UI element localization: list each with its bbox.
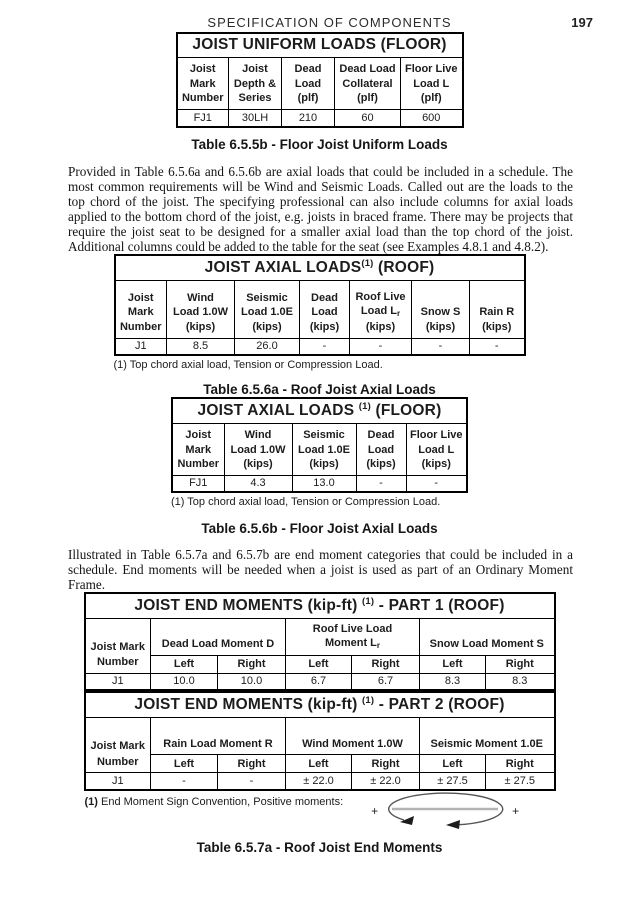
table-caption: Table 6.5.6a - Roof Joist Axial Loads	[203, 382, 436, 397]
table-title-row	[177, 33, 463, 58]
header-text: Load L	[360, 305, 397, 318]
data-cell: 60	[335, 110, 401, 127]
title-superscript: (1)	[361, 596, 375, 608]
data-cell: FJ1	[172, 475, 224, 492]
data-cell: 10.0	[151, 673, 218, 690]
table-row	[172, 475, 467, 492]
column-header: Right	[486, 755, 555, 773]
header-line: Snow S	[420, 306, 461, 319]
data-cell: J1	[115, 338, 167, 355]
table-title: JOIST UNIFORM LOADS (FLOOR)	[177, 33, 463, 58]
data-cell: 210	[282, 110, 335, 127]
footnote-number: (1)	[84, 795, 98, 808]
table-caption: Table 6.5.6b - Floor Joist Axial Loads	[201, 521, 438, 537]
column-header: Right	[352, 655, 420, 673]
header-line	[351, 304, 410, 320]
column-header: Right	[218, 755, 286, 773]
header-line: Depth &	[233, 77, 277, 90]
header-line: Dead	[367, 429, 395, 441]
header-line	[287, 636, 418, 651]
header-line: Dead	[294, 63, 322, 76]
table-row	[85, 773, 555, 790]
data-cell: 10.0	[218, 673, 286, 690]
column-header: Left	[420, 755, 486, 773]
column-header: Left	[151, 755, 218, 773]
group-header: Dead Load Moment D	[151, 619, 286, 656]
header-line: (kips)	[309, 458, 339, 471]
column-header	[235, 280, 300, 338]
header-line: (kips)	[421, 458, 451, 471]
header-line: Number	[96, 656, 139, 669]
axial-loads-floor-table	[171, 397, 468, 493]
header-line: Roof Live Load	[312, 623, 393, 636]
header-line: (plf)	[357, 92, 378, 105]
table-row	[177, 110, 463, 127]
table-title	[85, 593, 555, 619]
header-line: Load 1.0E	[298, 443, 350, 456]
header-line: Joist	[189, 63, 216, 76]
data-cell: -	[300, 338, 350, 355]
header-line: Seismic	[303, 429, 345, 441]
header-line: Number	[177, 458, 220, 471]
running-header	[0, 0, 639, 32]
data-cell: ± 22.0	[286, 773, 352, 790]
data-cell: 8.3	[486, 673, 555, 690]
table-row	[115, 338, 525, 355]
data-cell: J1	[85, 673, 151, 690]
title-superscript: (1)	[361, 257, 374, 269]
data-cell: 600	[401, 110, 463, 127]
header-line: Number	[119, 320, 162, 333]
data-cell: 30LH	[229, 110, 282, 127]
data-cell: ± 22.0	[352, 773, 420, 790]
header-line: Load (plf)	[294, 77, 322, 105]
header-line: Floor Live	[409, 429, 463, 441]
header-line: (kips)	[366, 458, 396, 471]
title-text: JOIST AXIAL LOADS	[197, 402, 359, 419]
subscript: r	[376, 641, 381, 651]
data-cell: 6.7	[352, 673, 420, 690]
column-header	[335, 58, 401, 110]
table-subheader-row	[85, 655, 555, 673]
column-header	[292, 424, 356, 476]
body-paragraph: Illustrated in Table 6.5.7a and 6.5.7b are end moment categories that could be included in a schedule. End moments will be needed when a joist is used as part of an Ordinary Moment Frame.	[68, 547, 573, 593]
header-line: Number	[181, 92, 224, 105]
table-title	[85, 692, 555, 718]
header-line: (plf)	[420, 92, 442, 105]
group-header: Snow Load Moment S	[420, 619, 555, 656]
column-header: Left	[151, 655, 218, 673]
header-line: Rain R	[479, 306, 515, 319]
data-cell: ± 27.5	[486, 773, 555, 790]
sign-convention-footnote	[85, 793, 555, 831]
table-group-header-row	[85, 619, 555, 656]
header-line: Dead	[311, 291, 338, 304]
column-header: Left	[420, 655, 486, 673]
plus-sign-left: +	[371, 803, 379, 818]
column-header	[470, 280, 525, 338]
title-text: JOIST AXIAL LOADS	[204, 258, 362, 276]
header-line: Joist Mark	[90, 740, 145, 753]
header-line: Collateral	[342, 77, 393, 90]
column-header	[300, 280, 350, 338]
header-line: Joist	[185, 429, 212, 441]
group-header: Wind Moment 1.0W	[286, 718, 420, 755]
title-text: - PART 2 (ROOF)	[374, 696, 505, 714]
table-header-row	[177, 58, 463, 110]
axial-loads-roof-table	[114, 254, 526, 357]
header-line: Wind	[187, 291, 214, 304]
column-header	[356, 424, 406, 476]
header-line: Joist	[242, 63, 268, 76]
header-line: Load L	[418, 443, 455, 456]
header-line: (kips)	[252, 320, 282, 333]
moment-arrows-icon	[380, 791, 510, 831]
table-caption: Table 6.5.5b - Floor Joist Uniform Loads	[191, 136, 448, 152]
moment-sign-convention-diagram	[369, 791, 521, 831]
header-line: Series	[238, 92, 272, 105]
header-line: Wind	[244, 429, 272, 441]
uniform-loads-floor-table	[176, 32, 464, 128]
table-group-header-row	[85, 718, 555, 755]
header-line: Mark	[189, 77, 216, 90]
title-text: JOIST END MOMENTS (kip-ft)	[134, 696, 362, 714]
data-cell: -	[350, 338, 412, 355]
data-cell: ± 27.5	[420, 773, 486, 790]
title-text: - PART 1 (ROOF)	[374, 597, 505, 615]
table-title-row	[85, 692, 555, 718]
column-header: Right	[486, 655, 555, 673]
data-cell: 6.7	[286, 673, 352, 690]
table-title	[115, 255, 525, 281]
header-line: Mark	[127, 306, 154, 319]
header-line: Load L	[413, 77, 450, 90]
title-superscript: (1)	[358, 401, 371, 412]
header-line: (kips)	[425, 320, 456, 333]
data-cell: J1	[85, 773, 151, 790]
subscript: r	[396, 309, 401, 319]
data-cell: -	[412, 338, 470, 355]
data-cell: 26.0	[235, 338, 300, 355]
column-header	[406, 424, 467, 476]
table-header-row	[172, 424, 467, 476]
header-line: Load 1.0W	[172, 306, 228, 319]
footnote-text	[85, 793, 344, 808]
plus-sign-right: +	[512, 803, 520, 818]
title-text: JOIST END MOMENTS (kip-ft)	[134, 597, 362, 615]
table-title-row	[115, 255, 525, 281]
column-header	[282, 58, 335, 110]
column-header: Right	[218, 655, 286, 673]
column-header	[85, 718, 151, 773]
table-footnote: (1) Top chord axial load, Tension or Compression Load.	[113, 359, 383, 371]
data-cell: 13.0	[292, 475, 356, 492]
column-header	[85, 619, 151, 674]
data-cell: -	[218, 773, 286, 790]
header-line: Mark	[185, 443, 212, 456]
title-text: (ROOF)	[373, 258, 435, 276]
column-header	[401, 58, 463, 110]
table-title-row	[85, 593, 555, 619]
header-line: (kips)	[309, 320, 340, 333]
column-header	[412, 280, 470, 338]
data-cell: -	[356, 475, 406, 492]
header-line: Load	[311, 306, 338, 319]
footnote-body: End Moment Sign Convention, Positive moments:	[97, 795, 344, 808]
body-paragraph: Provided in Table 6.5.6a and 6.5.6b are axial loads that could be included in a schedule. The most common requirements will be Wind and Seismic Loads. Called out are the loads to the top chord of the joist. The specifying professional can also include columns for axial loads applied to the bottom chord of the joist, e.g. joists in braced frame. There may be projects that require the joist seat to be designed for a smaller axial load than the top chord of the joist. Additional columns could be added to the table for the seat (see Examples 4.8.1 and 4.8.2).	[68, 163, 573, 254]
header-title: SPECIFICATION OF COMPONENTS	[207, 15, 452, 30]
table-header-row	[115, 280, 525, 338]
table-subheader-row	[85, 755, 555, 773]
data-cell: -	[470, 338, 525, 355]
table-footnote: (1) Top chord axial load, Tension or Compression Load.	[171, 496, 441, 509]
header-line: Seismic	[246, 291, 288, 304]
header-line: (kips)	[482, 320, 512, 333]
header-line: Load	[367, 443, 395, 456]
page-number: 197	[571, 15, 593, 30]
header-line: Dead Load	[339, 63, 396, 76]
header-line: (kips)	[243, 458, 273, 471]
title-superscript: (1)	[361, 695, 375, 707]
header-line: Load 1.0E	[241, 306, 293, 319]
column-header: Right	[352, 755, 420, 773]
table-title	[172, 398, 467, 424]
data-cell: 8.5	[167, 338, 235, 355]
header-line: (kips)	[185, 320, 216, 333]
column-header: Left	[286, 755, 352, 773]
column-header	[115, 280, 167, 338]
header-line: Roof Live	[355, 290, 406, 303]
header-line: (kips)	[365, 320, 396, 333]
title-text: (FLOOR)	[370, 402, 442, 419]
group-header: Rain Load Moment R	[151, 718, 286, 755]
data-cell: 4.3	[224, 475, 292, 492]
table-caption: Table 6.5.7a - Roof Joist End Moments	[196, 839, 443, 855]
header-line: Floor Live	[404, 63, 458, 76]
column-header	[172, 424, 224, 476]
end-moments-part1-table	[84, 592, 556, 691]
header-line: Joist	[127, 291, 154, 304]
header-text: Moment L	[324, 637, 377, 650]
column-header: Left	[286, 655, 352, 673]
data-cell: -	[151, 773, 218, 790]
end-moments-part2-table	[84, 691, 556, 791]
header-line: Load 1.0W	[230, 443, 286, 456]
data-cell: 8.3	[420, 673, 486, 690]
column-header	[167, 280, 235, 338]
header-line: Joist Mark	[90, 640, 145, 653]
group-header: Seismic Moment 1.0E	[420, 718, 555, 755]
header-line: Number	[96, 755, 139, 768]
column-header	[177, 58, 229, 110]
column-header	[224, 424, 292, 476]
column-header	[350, 280, 412, 338]
table-row	[85, 673, 555, 690]
data-cell: FJ1	[177, 110, 229, 127]
group-header	[286, 619, 420, 656]
table-title-row	[172, 398, 467, 424]
data-cell: -	[406, 475, 467, 492]
column-header	[229, 58, 282, 110]
